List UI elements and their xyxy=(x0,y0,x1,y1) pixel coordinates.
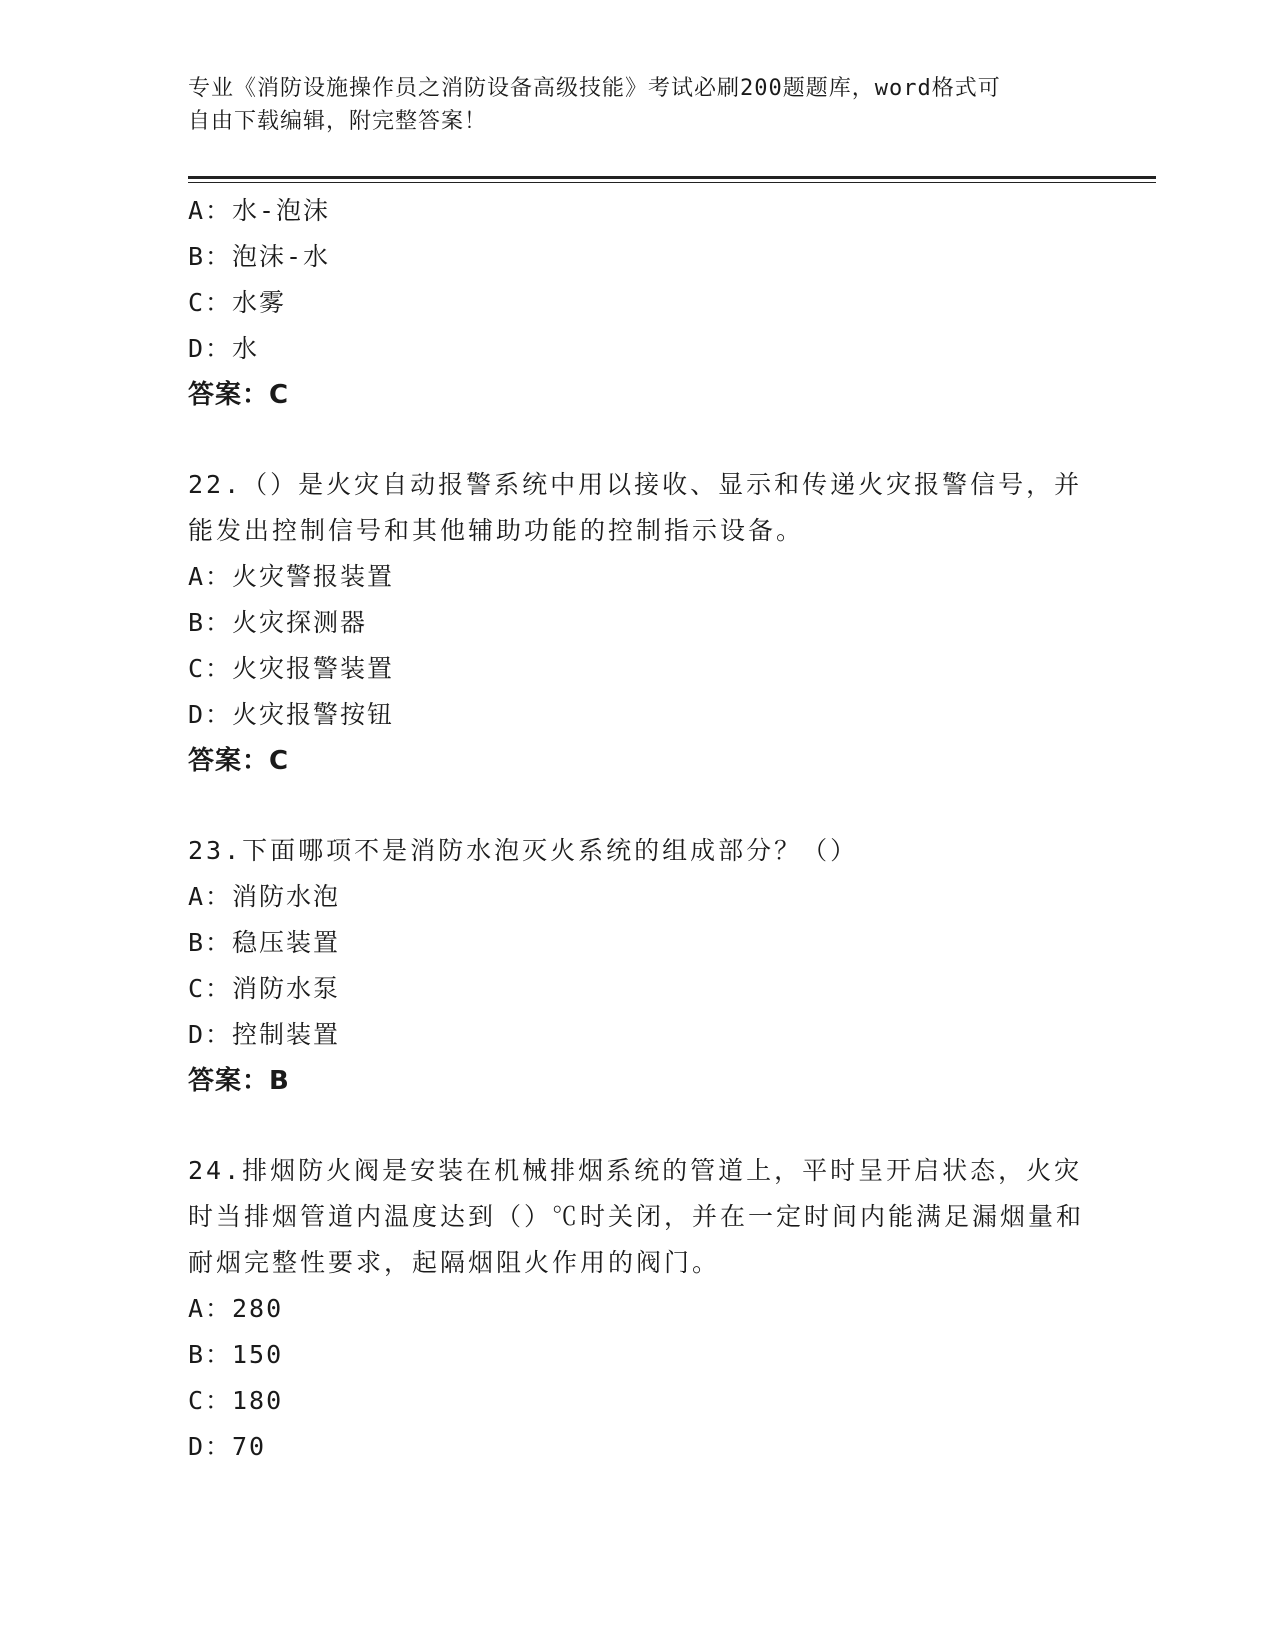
option-b: B：150 xyxy=(188,1340,284,1369)
option-text: 280 xyxy=(232,1294,284,1323)
question-21 xyxy=(188,188,1088,418)
option-a: A：280 xyxy=(188,1294,284,1323)
option-text: 火灾报警装置 xyxy=(232,654,395,683)
answer: 答案：C xyxy=(188,380,290,410)
option-a: A：水-泡沫 xyxy=(188,196,331,225)
option-b: B：泡沫-水 xyxy=(188,242,331,271)
header-line-2: 自由下载编辑，附完整答案！ xyxy=(188,109,488,134)
option-text: 稳压装置 xyxy=(232,928,341,957)
option-d: D：70 xyxy=(188,1432,267,1461)
document-header xyxy=(188,72,1068,138)
option-text: 70 xyxy=(232,1432,267,1461)
option-text: 泡沫-水 xyxy=(232,242,331,271)
option-d: D：水 xyxy=(188,334,260,363)
option-text: 火灾报警按钮 xyxy=(232,700,395,729)
question-23 xyxy=(188,828,1088,1104)
option-d: D：控制装置 xyxy=(188,1020,341,1049)
option-text: 150 xyxy=(232,1340,284,1369)
question-text: 23.下面哪项不是消防水泡灭火系统的组成部分？（） xyxy=(188,836,859,865)
option-text: 消防水泵 xyxy=(232,974,341,1003)
option-text: 消防水泡 xyxy=(232,882,341,911)
answer: 答案：B xyxy=(188,1066,290,1096)
header-line-1: 专业《消防设施操作员之消防设备高级技能》考试必刷200题题库，word格式可 xyxy=(188,76,1001,101)
option-text: 火灾警报装置 xyxy=(232,562,395,591)
option-text: 水-泡沫 xyxy=(232,196,331,225)
option-text: 水雾 xyxy=(232,288,287,317)
question-24 xyxy=(188,1148,1088,1470)
answer: 答案：C xyxy=(188,746,290,776)
question-list xyxy=(188,188,1088,1470)
option-d: D：火灾报警按钮 xyxy=(188,700,395,729)
option-c: C：水雾 xyxy=(188,288,287,317)
option-text: 控制装置 xyxy=(232,1020,341,1049)
option-text: 火灾探测器 xyxy=(232,608,368,637)
option-c: C：180 xyxy=(188,1386,284,1415)
option-text: 水 xyxy=(232,334,260,363)
option-b: B：火灾探测器 xyxy=(188,608,368,637)
option-text: 180 xyxy=(232,1386,284,1415)
question-text: 24.排烟防火阀是安装在机械排烟系统的管道上，平时呈开启状态，火灾时当排烟管道内温度达到（）℃时关闭，并在一定时间内能满足漏烟量和耐烟完整性要求，起隔烟阻火作用的阀门。 xyxy=(188,1156,1085,1277)
option-c: C：火灾报警装置 xyxy=(188,654,395,683)
question-text: 22.（）是火灾自动报警系统中用以接收、显示和传递火灾报警信号，并能发出控制信号和其他辅助功能的控制指示设备。 xyxy=(188,470,1083,545)
option-a: A：消防水泡 xyxy=(188,882,341,911)
option-b: B：稳压装置 xyxy=(188,928,341,957)
option-a: A：火灾警报装置 xyxy=(188,562,395,591)
header-divider-thin xyxy=(188,182,1156,183)
question-22 xyxy=(188,462,1088,784)
option-c: C：消防水泵 xyxy=(188,974,341,1003)
header-divider-thick xyxy=(188,176,1156,179)
